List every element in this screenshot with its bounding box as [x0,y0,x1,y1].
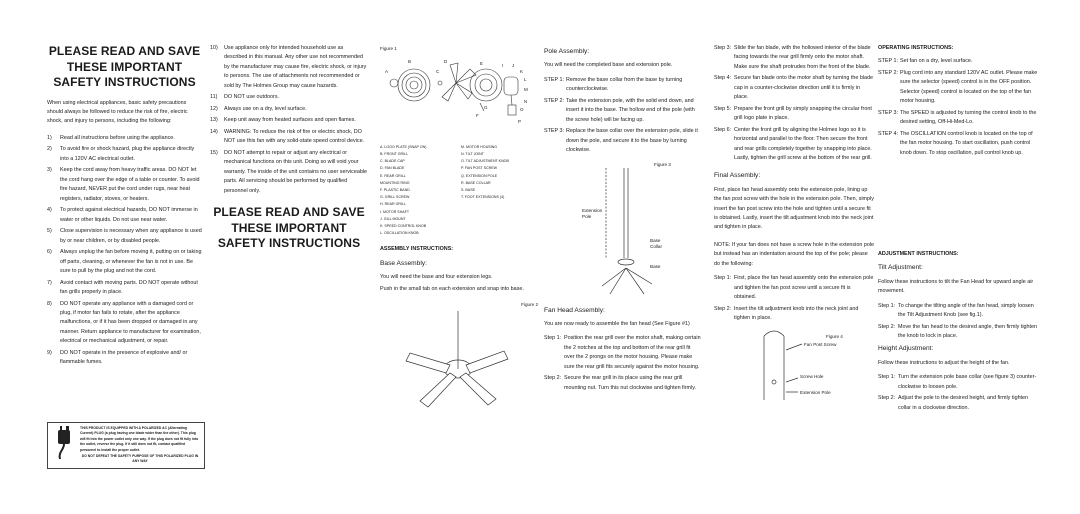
figure-4-label: Figure 4 [826,333,843,339]
list-item [47,279,202,298]
list-item [544,374,702,393]
legend-entry: C. BLADE CAP [380,159,405,164]
base-collar-label: Base Collar [650,237,662,249]
list-item [47,166,202,204]
item-number: STEP 2: [544,97,564,104]
item-text: Use appliance only for intended household use as described in this manual. Any other use not recommended by the manufacturer may cause fire, electric shock, or injury to persons. The use of attachments not recommended or sold by The Holmes Group may cause hazards. [224,45,367,89]
svg-text:I: I [502,63,504,69]
item-number: 6) [47,249,52,256]
list-item [878,130,1038,158]
column-1 [47,44,202,370]
item-number: Step 2: [544,375,562,382]
item-number: STEP 1: [878,58,898,65]
item-text: To change the tilting angle of the fan head, simply loosen the Tilt Adjustment Knob (see fig.1). [898,302,1034,319]
item-number: Step 3: [714,45,732,51]
list-item [47,300,202,347]
legend-entry: M. MOTOR HOUSING [461,144,498,149]
extension-pole-label: Extension Pole [582,207,603,219]
height-heading: Height Adjustment: [878,345,934,353]
figure-3-label: Figure 3 [654,161,671,167]
list-item [714,74,874,102]
item-number: 11) [210,94,218,101]
item-text: Keep unit away from heated surfaces and open flames. [224,117,356,124]
intro-text: When using electrical appliances, basic safety precautions should always be followed to reduce the risk of fire, electric shock, and injury to persons, including the following: [47,99,188,125]
column-3 [380,44,538,424]
item-text: Position the rear grill over the motor shaft, making certain the 2 notches at the top and bottom of the rear grill fit over the 2 prongs on the motor housing. Please make sure the rear grill fits securely against the motor housing. [564,335,701,370]
legend-entry: T. FOOT EXTENSIONS (4) [461,195,505,200]
column-2 [210,44,368,252]
list-item [878,394,1038,413]
item-number: Step 1: [714,275,732,282]
item-number: 13) [210,117,218,124]
legend-entry: F. PLASTIC BAND [380,188,410,193]
item-text: To avoid fire or shock hazard, plug the appliance directly into a 120V AC electrical outlet. [60,146,195,162]
item-number: Step 1: [544,335,562,342]
legend-entry: B. FRONT GRILL [380,152,409,157]
item-text: Move the fan head to the desired angle, then firmly tighten the knob to lock in place. [898,323,1038,340]
item-text: Turn the extension pole base collar (see figure 3) counter-clockwise to loosen pole. [898,374,1037,390]
item-number: STEP 3: [878,109,898,116]
screw-hole-label: Screw Hole [800,373,824,379]
safety-list [47,134,202,368]
base-diagram [380,309,538,419]
item-text: Replace the base collar over the extension pole, slide it down the pole, and secure it to the base by turning clockwise. [566,128,698,154]
list-item [210,93,368,102]
fan-post-screw-label: Fan Post Screw [804,341,837,347]
list-item [544,127,702,155]
list-item [47,145,202,164]
operating-heading: OPERATING INSTRUCTIONS: [878,45,954,51]
fan-head-intro: You are now ready to assemble the fan head (See Figure #1) [544,321,690,328]
list-item [714,105,874,124]
list-item [544,334,702,372]
item-number: 1) [47,134,52,141]
legend-entry: D. FAN BLADE [380,166,405,171]
item-text: Plug cord into any standard 120V AC outlet. Please make sure the selector (speed) control is in the OFF position. Selector (speed) control is located on the top of the fan motor housing. [900,70,1038,105]
item-text: The OSCILLATION control knob is located on the top of the fan motor housing. To start oscillation, push control knob down. To stop oscillation, pull control knob up. [900,130,1033,156]
height-intro: Follow these instructions to adjust the height of the fan. [878,359,1010,366]
item-number: STEP 3: [544,128,564,135]
svg-text:E: E [480,61,484,67]
item-number: 4) [47,207,52,214]
base-text-2: Push in the small tab on each extension and snap into base. [380,285,524,292]
item-text: DO NOT use outdoors. [224,94,280,101]
legend-entry: S. BASE [461,188,475,193]
assembly-heading: ASSEMBLY INSTRUCTIONS: [380,246,454,253]
safety-list-continued [210,44,368,196]
list-item [714,274,874,302]
svg-text:F: F [476,113,479,119]
item-number: Step 4: [714,75,732,82]
safety-title: PLEASE READ AND SAVE THESE IMPORTANT SAFETY INSTRUCTIONS [48,44,201,89]
item-text: Slide the fan blade, with the hollowed interior of the blade facing towards the rear grill firmly onto the motor shaft. Make sure the shaft protrudes from the front of the blade. [734,45,871,70]
item-text: The SPEED is adjusted by turning the control knob to the desired setting, Off-Hi-Med-Lo. [900,109,1037,126]
list-item [878,109,1038,128]
legend-entry [461,230,538,237]
list-item [544,76,702,95]
item-text: Always use on a dry, level surface. [224,105,307,112]
list-item [714,44,874,72]
svg-text:B: B [408,59,412,65]
legend-entry [461,223,538,230]
legend-entry: I. MOTOR SHAFT [380,209,410,214]
operating-steps [878,57,1038,158]
list-item [47,349,202,368]
list-item [544,97,702,125]
item-number: 3) [47,167,52,174]
figure-2-label: Figure 2 [521,302,538,308]
legend-entry: MOUNTING RING [380,180,410,185]
list-item [714,305,874,324]
item-text: Center the front grill by aligning the Holmes logo so it is horizontal and parallel to the floor. Then secure the front and rear grills completely together by snapping into place. Lastly, tighten the grill screw at the bottom of the rear grill. [734,126,872,162]
figure-1-label: Figure 1 [380,46,397,51]
item-number: STEP 1: [544,76,564,83]
item-text: Always unplug the fan before moving it, putting on or taking off parts, cleaning, or whenever the fan is not in use. Be sure to pull by the plug and not the cord. [60,249,202,274]
plug-icon [52,426,76,460]
note-text: NOTE: If your fan does not have a screw hole in the extension pole but instead has an indentation around the top of the pole; please do the following: [714,241,875,267]
item-number: Step 5: [714,105,732,112]
legend-entry [461,209,538,216]
height-steps [878,373,1038,413]
svg-text:L: L [524,77,527,83]
item-number: Step 2: [714,305,732,312]
legend-entry: K. SPEED CONTROL KNOB [380,224,427,229]
list-item [210,128,368,147]
svg-text:D: D [444,59,448,65]
item-number: 5) [47,228,52,235]
list-item [47,206,202,225]
legend-entry: P. FAN POST SCREW [461,166,498,171]
tilt-heading: Tilt Adjustment: [878,264,923,272]
svg-text:O: O [520,107,524,113]
item-number: 2) [47,146,52,153]
note-steps [714,274,874,323]
base-text-1: You will need the base and four extension legs. [380,274,493,281]
tilt-intro: Follow these instructions to tilt the Fan Head for upward angle air movement. [878,278,1034,295]
base-assembly-heading: Base Assembly: [380,259,427,267]
list-item [47,248,202,276]
item-text: DO NOT attempt to repair or adjust any electrical or mechanical functions on this unit. Doing so will void your warranty. The inside of the unit contains no user serviceable parts. All servicing should be performed by qualified personnel only. [224,150,368,194]
polarized-plug-notice: THIS PRODUCT IS EQUIPPED WITH A POLARIZED AC (Alternating Current) PLUG (a plug having one blade wider than the other). This plug will fit into the power outlet only one way. If the plug does not fit fully into the outlet, reverse the plug. If it still does not fit, contact qualified personnel to install the proper outlet. DO NOT DEFEAT THE SAFETY PURPOSE OF THIS POLARIZED PLUG IN ANY WAY [47,422,205,469]
item-text: Keep the cord away from heavy traffic areas. DO NOT let the cord hang over the edge of a table or counter. To avoid fire hazard, NEVER put the cord under rugs, near heat registers, radiator, stoves, or heaters. [60,167,200,202]
item-number: 9) [47,349,52,356]
svg-text:J: J [512,63,515,69]
list-item [47,134,202,143]
legend-entry: H. REAR GRILL [380,202,406,207]
legend-entry [461,216,538,223]
svg-text:P: P [518,119,522,125]
legend-entry: L. OSCILLATION KNOB [380,231,419,236]
fan-head-steps [544,334,702,393]
item-text: Close supervision is necessary when any appliance is used by or near children, or by disabled people. [60,228,202,244]
list-item [210,116,368,125]
svg-text:N: N [524,99,528,105]
item-number: 15) [210,150,218,156]
item-text: To protect against electrical hazards, DO NOT immerse in water or other liquids. Do not use near water. [60,207,198,223]
item-number: 8) [47,300,52,307]
item-number: 14) [210,129,218,135]
svg-text:A: A [385,69,389,75]
item-text: Read all instructions before using the appliance. [60,134,175,141]
item-number: Step 2: [878,395,896,402]
item-number: Step 1: [878,374,896,381]
list-item [210,44,368,91]
legend-entry: Q. EXTENSION POLE [461,173,498,178]
item-number: STEP 2: [878,70,898,76]
legend-entry: A. LOGO PLATE (SNAP ON) [380,144,427,149]
item-text: Take the extension pole, with the solid end down, and insert it into the base. The hollow end of the pole (with the screw hole) will be facing up. [566,97,695,123]
item-text: Secure fan blade onto the motor shaft by turning the blade cap in a counter-clockwise direction until it is firmly in place. [734,75,874,101]
item-text: Insert the tilt adjustment knob into the neck joint and tighten in place. [734,305,859,321]
list-item [210,149,368,196]
svg-text:K: K [520,69,524,75]
item-number: 10) [210,45,218,51]
list-item [878,69,1038,107]
pole-steps [544,76,702,156]
adjustment-heading: ADJUSTMENT INSTRUCTIONS: [878,251,959,258]
pole-assembly-heading: Pole Assembly: [544,48,590,55]
svg-text:M: M [524,87,528,93]
legend-entry [461,201,538,208]
extension-pole-label-4: Extension Pole [800,389,831,395]
fan-exploded-diagram [380,53,538,139]
list-item [210,105,368,114]
item-text: Set fan on a dry, level surface. [900,58,973,65]
list-item [714,126,874,164]
list-item [878,57,1038,66]
final-text: First, place fan head assembly onto the extension pole, lining up the fan post screw with the hole in the extension pole. Then, simply insert the fan post screw into the hole and tighten until a secure fit is obtained. Lastly, insert the tilt adjustment knob into the neck joint and tighten in place. [714,186,874,231]
item-text: Avoid contact with moving parts. DO NOT operate without fan grills properly in place. [60,279,198,295]
item-number: Step 1: [878,302,896,309]
pole-screw-diagram [714,326,874,404]
item-text: Prepare the front grill by simply snapping the circular front grill logo plate in place. [734,105,872,122]
fan-head-heading: Fan Head Assembly: [544,306,605,314]
legend-entry: N. TILT JOINT [461,152,484,157]
item-text: Remove the base collar from the base by turning counterclockwise. [566,76,683,93]
legend-entry: O. TILT ADJUSTMENT KNOB [461,159,509,164]
parts-legend [380,144,538,238]
item-number: Step 6: [714,126,732,133]
tilt-steps [878,302,1038,342]
item-number: 12) [210,105,218,112]
legend-entry: E. REAR GRILL [380,173,406,178]
column-4 [544,44,702,395]
item-text: DO NOT operate any appliance with a damaged cord or plug, if motor fan fails to rotate, after the appliance malfunctions, or if it has been dropped or damaged in any manner. Return appliance to manufacturer for examination, electrical or mechanical adjustment, or repair. [60,300,201,345]
list-item [878,302,1038,321]
item-text: WARNING: To reduce the risk of fire or electric shock, DO NOT use this fan with any solid-state speed control device. [224,129,365,145]
list-item [878,373,1038,392]
column-6 [878,44,1038,415]
base-label: Base [650,263,661,269]
legend-entry: R. BASE COLLAR [461,180,491,185]
final-assembly-heading: Final Assembly: [714,172,761,180]
pole-intro: You will need the completed base and extension pole. [544,62,673,69]
item-number: STEP 4: [878,130,898,137]
item-text: First, place the fan head assembly onto the extension pole and tighten the fan post screw until a secure fit is obtained. [734,275,874,300]
svg-text:G: G [484,105,488,111]
list-item [878,323,1038,342]
item-text: DO NOT operate in the presence of explosive and/ or flammable fumes. [60,349,188,366]
list-item [47,227,202,246]
item-text: Adjust the pole to the desired height, and firmly tighten collar in a clockwise direction. [898,395,1029,411]
svg-text:C: C [436,69,440,75]
column-5 [714,44,874,404]
legend-entry: J. GILL MOUNT [380,216,406,221]
legend-entry: G. GRILL SCREW [380,195,410,200]
item-text: Secure the rear grill in its place using the rear grill mounting nut. Turn this nut clockwise and tighten firmly. [564,375,697,391]
pole-diagram [544,158,702,298]
item-number: Step 2: [878,323,896,330]
item-number: 7) [47,279,52,286]
safety-title-2: PLEASE READ AND SAVE THESE IMPORTANT SAFETY INSTRUCTIONS [213,205,365,251]
fan-steps-continued [714,44,874,163]
